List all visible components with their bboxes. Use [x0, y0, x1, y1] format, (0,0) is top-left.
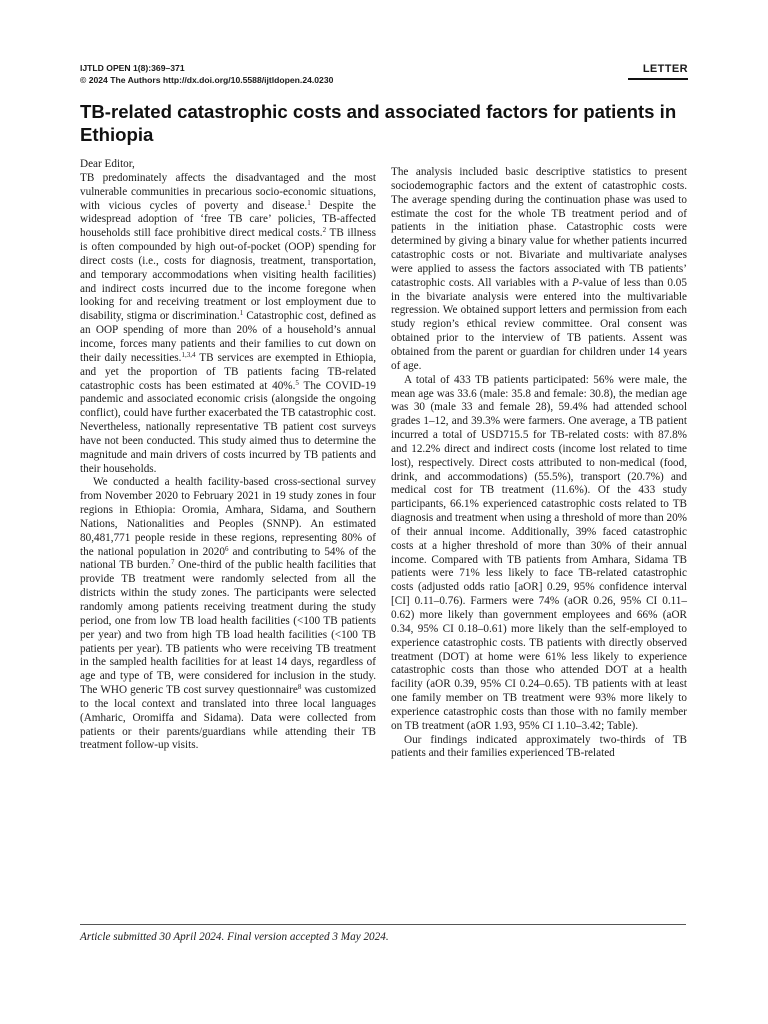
footer-rule — [80, 924, 686, 925]
paragraph-analysis: The analysis included basic descriptive statistics to present sociodemographic factors and the extent of catastrophic costs. The average spending during the continuation phase was used to estimate the cost for the whole TB treatment period and of patients in the initiation phase. Catastrophic costs were determined by giving a binary value for whether patients incurred catastrophic costs or not. Bivariate and multivariate analyses were applied to assess the factors associated with TB patients’ catastrophic costs. All variables with a P-value of less than 0.05 in the bivariate analysis were entered into the multivariable regression. We obtained support letters and permission from each study region’s ethical review committee. Oral consent was obtained prior to the interview of TB patients. Assent was obtained from the parent or guardian for children under 14 years of age. — [391, 166, 687, 372]
citation-ref[interactable]: 5 — [295, 378, 299, 387]
citation-ref[interactable]: 1 — [307, 198, 311, 207]
page-header — [80, 62, 688, 86]
citation-ref[interactable]: 6 — [224, 544, 229, 553]
citation-ref[interactable]: 7 — [170, 558, 175, 567]
citation-ref[interactable]: 8 — [297, 683, 302, 692]
copyright-doi-line[interactable]: © 2024 The Authors http://dx.doi.org/10.5588/ijtldopen.24.0230 — [80, 75, 334, 85]
citation-ref[interactable]: 2 — [322, 226, 327, 235]
header-rule — [628, 78, 688, 80]
article-title: TB-related catastrophic costs and associated factors for patients in Ethiopia — [80, 101, 677, 145]
paragraph-results: A total of 433 TB patients participated: 56% were male, the mean age was 33.6 (male: 35.8 and female: 30.8), the median age was 30 (male 33 and female 28), 59.4% had attended school grades 1–12, and 39.3% were farmers. One average, a TB patient incurred a total of USD715.5 for TB-related costs: with 87.8% and 12.2% direct and indirect costs (income lost related to time lost), respectively. Direct costs attributed to non-medical (food, drink, and accommodations) (55.5%), transport (20.7%) and medical cost for TB treatment (11.6%). Of the 433 study participants, 66.1% experienced catastrophic costs related to TB diagnosis and treatment when using a threshold of more than 20% of their annual income. Additionally, 39% faced catastrophic costs at a higher threshold of more than 30% of their annual income. Compared with TB patients from Amhara, Sidama TB patients were 71% less likely to face TB-related catastrophic costs (adjusted odds ratio [aOR] 0.29, 95% confidence interval [CI] 0.11–0.76). Farmers were 74% (aOR 0.26, 95% CI 0.11–0.62) more likely than government employees and 66% (aOR 0.34, 95% CI 0.18–0.61) more likely than the self-employed to experience catastrophic costs. TB patients with directly observed treatment (DOT) at home were 61% less likely to experience catastrophic costs than those who attended DOT at a health facility (aOR 0.39, 95% CI 0.24–0.65). TB patients with at least one family member on TB treatment were 93% more likely to experience catastrophic costs than those with no family member on TB treatment (aOR 1.93, 95% CI 1.10–3.42; Table). — [391, 373, 687, 732]
citation-ref[interactable]: 1,3,4 — [181, 350, 196, 359]
article-type-label: LETTER — [642, 63, 688, 75]
paragraph-intro: TB predominately affects the disadvantaged and the most vulnerable communities in precarious socio-economic situations, with vicious cycles of poverty and disease.$^1$ Despite the widespread adoption of ‘free TB care’ policies, TB-affected households still face prohibitive direct medical costs.$^2$ TB illness is often compounded by high out-of-pocket (OOP) spending for direct costs (i.e., costs for diagnosis, treatment, transportation, and temporary accommodations when visiting health facilities) and indirect costs incurred due to the income foregone when looking for and receiving treatment or lost employment due to disability, stigma or discrimination.$^1$ Catastrophic cost, defined as an OOP spending of more than 20% of a household’s annual income, forces many patients and their families to cut down on their daily necessities.$^{1,3,4}$ TB services are exempted in Ethiopia, and yet the proportion of TB patients facing TB-related catastrophic costs has been estimated at 40%.$^5$ The COVID-19 pandemic and associated economic crisis (alongside the ongoing conflict), could have further exacerbated the TB catastrophic cost. Nevertheless, nationally representative TB patient cost surveys have not been conducted. This study aimed thus to determine the magnitude and main drivers of costs incurred by TB patients and their households. — [80, 171, 377, 475]
paragraph-methods: We conducted a health facility-based cross-sectional survey from November 2020 to February 2021 in 19 study zones in four regions in Ethiopia: Oromia, Amhara, Sidama, and Southern Nations, Nationalities and Peoples (SNNP). An estimated 80,481,771 people reside in these regions, representing 80% of the national population in 2020$^6$ and contributing to 54% of the national TB burden.$^7$ One-third of the public health facilities that provide TB treatment were randomly selected from all the districts within the study zones. The participants were selected randomly among patients receiving treatment during the study period, one from low TB load health facilities (<100 TB patients per year) and two from high TB load health facilities (<100 TB patients per year). TB patients who were receiving TB treatment in the sampled health facilities for at least 14 days, regardless of age and type of TB, were considered for inclusion in the study. The WHO generic TB cost survey questionnaire$^8$ was customized to the local context and translated into three local languages (Amharic, Oromiffa and Sidama). Data were collected from patients or their parents/guardians while attending their TB treatment follow-up visits. — [80, 476, 376, 752]
journal-citation: IJTLD OPEN 1(8):369–371 — [80, 63, 185, 73]
paragraph-findings: Our findings indicated approximately two-thirds of TB patients and their families experienced TB-related — [391, 733, 687, 760]
left-column — [80, 158, 376, 753]
salutation: Dear Editor, — [80, 158, 135, 170]
right-column — [391, 166, 687, 761]
submission-note: Article submitted 30 April 2024. Final version accepted 3 May 2024. — [80, 931, 389, 943]
citation-ref[interactable]: 1 — [239, 309, 244, 318]
